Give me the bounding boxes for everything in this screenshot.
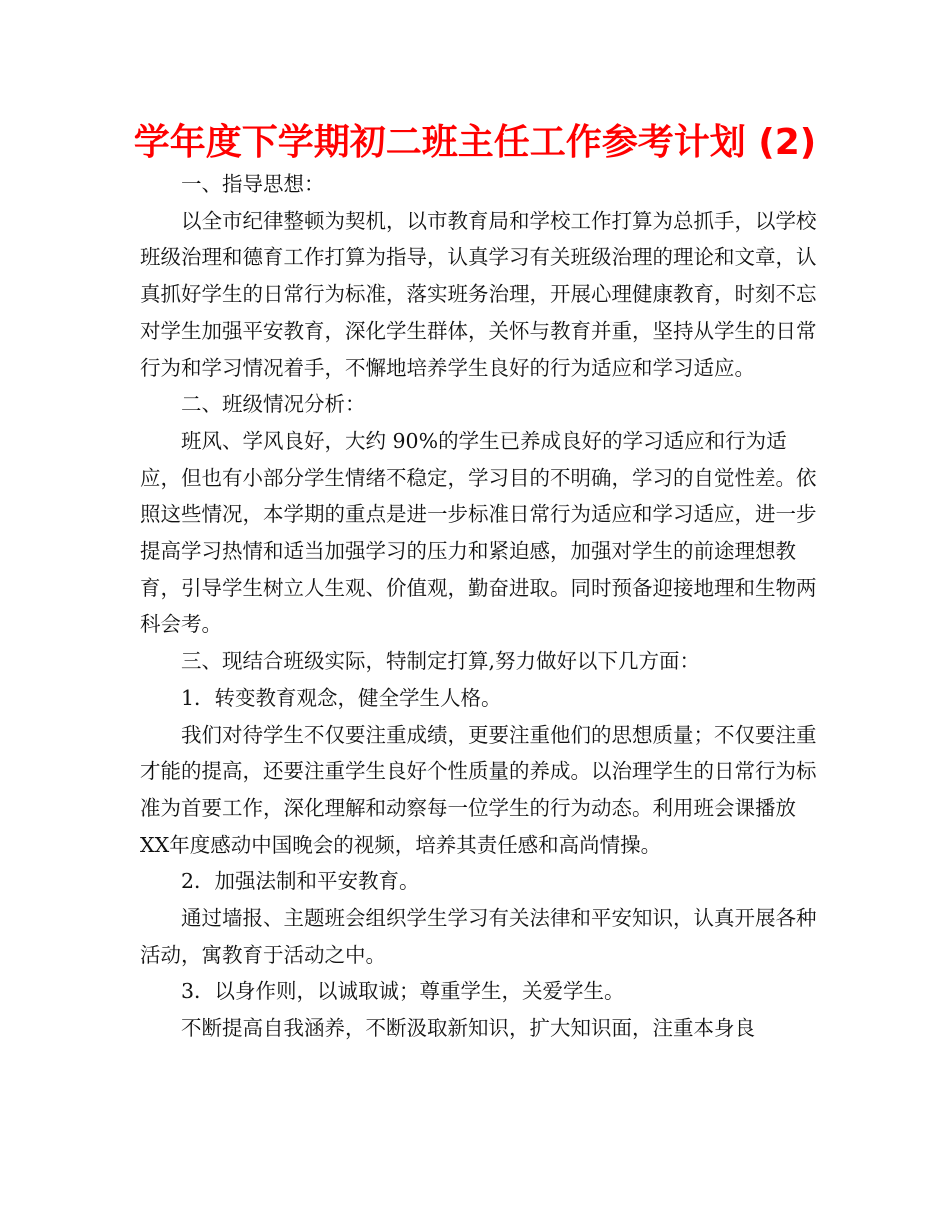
document-title: 学年度下学期初二班主任工作参考计划 (2): [133, 122, 817, 163]
section-heading-class-analysis: 二、班级情况分析：: [181, 392, 366, 417]
paragraph: 不断提高自我涵养，不断汲取新知识，扩大知识面，注重本身良: [181, 1016, 755, 1041]
paragraph: 以全市纪律整顿为契机，以市教育局和学校工作打算为总抓手，以学校班级治理和德育工作打算为指导，认真学习有关班级治理的理论和文章，认真抓好学生的日常行为标准，落实班务治理，开展心理健康教育，时刻不忘对学生加强平安教育，深化学生群体，关怀与教育并重，坚持从学生的日常行为和学习情况着手，不懈地培养学生良好的行为适应和学习适应。: [140, 208, 817, 380]
paragraph: 我们对待学生不仅要注重成绩，更要注重他们的思想质量；不仅要注重才能的提高，还要注重学生良好个性质量的养成。以治理学生的日常行为标准为首要工作，深化理解和动察每一位学生的行为动态。利用班会课播放XX年度感动中国晚会的视频，培养其责任感和高尚情操。: [140, 722, 817, 857]
list-item-heading: 1．转变教育观念，健全学生人格。: [181, 685, 502, 710]
paragraph: 通过墙报、主题班会组织学生学习有关法律和平安知识，认真开展各种活动，寓教育于活动之中。: [140, 906, 817, 967]
list-item-heading: 3．以身作则，以诚取诚；尊重学生，关爱学生。: [181, 979, 625, 1004]
section-heading-plan: 三、现结合班级实际，特制定打算,努力做好以下几方面：: [181, 649, 701, 674]
paragraph: 班风、学风良好，大约 90%的学生已养成良好的学习适应和行为适应，但也有小部分学生情绪不稳定，学习目的不明确，学习的自觉性差。依照这些情况，本学期的重点是进一步标准日常行为适应和学习适应，进一步提高学习热情和适当加强学习的压力和紧迫感，加强对学生的前途理想教育，引导学生树立人生观、价值观，勤奋进取。同时预备迎接地理和生物两科会考。: [140, 428, 817, 637]
section-heading-guiding-ideology: 一、指导思想：: [181, 172, 325, 196]
list-item-heading: 2．加强法制和平安教育。: [181, 869, 420, 894]
document-body: [140, 166, 820, 1047]
